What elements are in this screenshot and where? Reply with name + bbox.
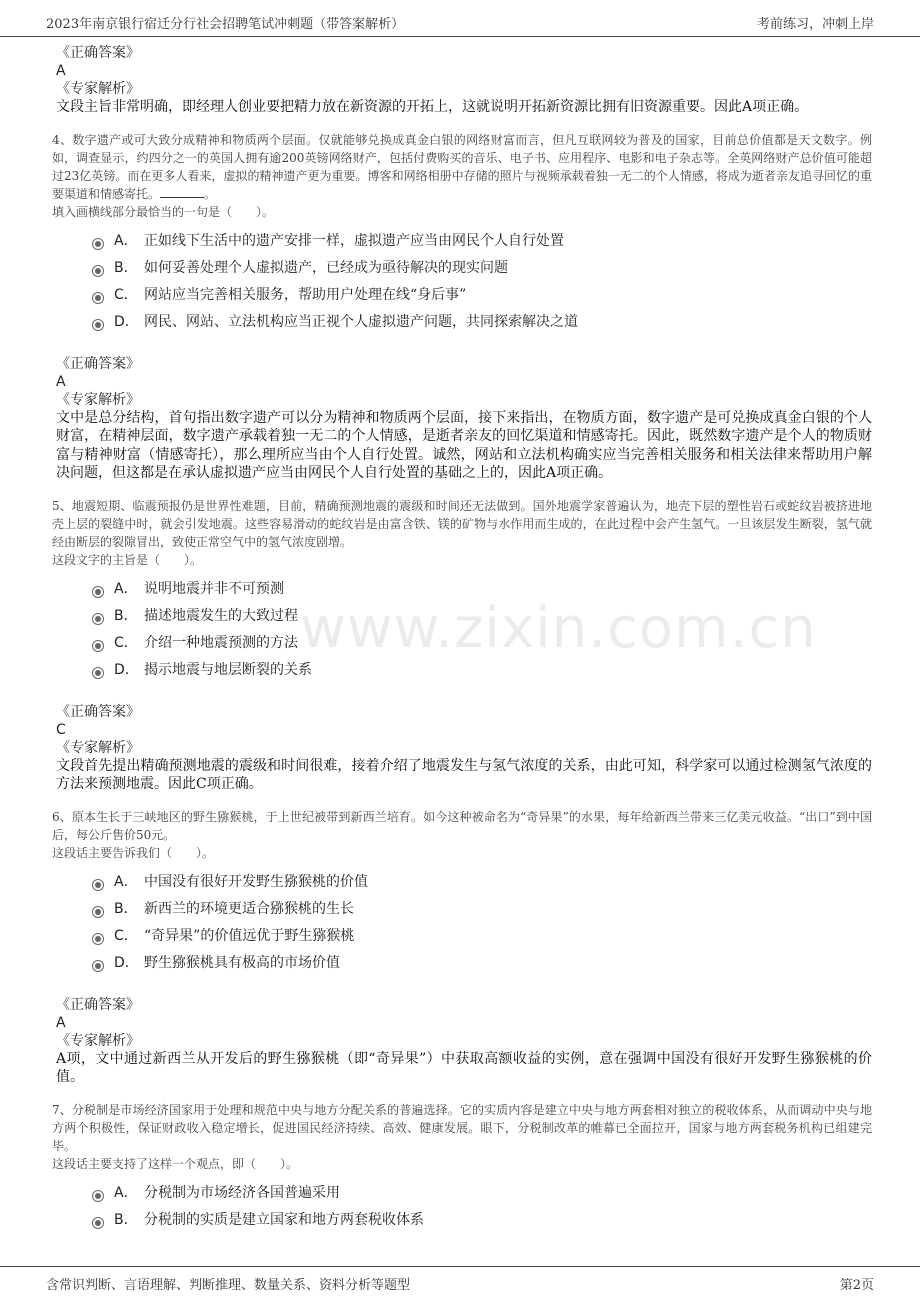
question-stem-end: 。 (204, 186, 217, 201)
option-text: 正如线下生活中的遗产安排一样，虚拟遗产应当由网民个人自行处置 (144, 233, 564, 249)
option-text: 中国没有很好开发野生猕猴桃的价值 (144, 874, 368, 890)
option-c[interactable] (92, 629, 872, 656)
radio-icon[interactable] (92, 292, 104, 304)
radio-icon[interactable] (92, 613, 104, 625)
option-key: C． (114, 928, 138, 944)
radio-icon[interactable] (92, 879, 104, 891)
fill-blank (160, 187, 204, 198)
expert-analysis-label: 《专家解析》 (56, 391, 140, 408)
expert-analysis-text: A项，文中通过新西兰从开发后的野生猕猴桃（即“奇异果”）中获取高额收益的实例，意在强调中国没有很好开发野生猕猴桃的价值。 (56, 1050, 872, 1085)
question-prompt: 填入画横线部分最恰当的一句是（ ）。 (52, 204, 275, 219)
expert-analysis-text: 文段主旨非常明确，即经理人创业要把精力放在新资源的开拓上，这就说明开拓新资源比拥有旧资源重要。因此A项正确。 (56, 99, 809, 115)
radio-icon[interactable] (92, 1217, 104, 1229)
expert-analysis-label: 《专家解析》 (56, 1032, 140, 1049)
question-4 (52, 131, 872, 335)
answer-block (52, 44, 872, 117)
page-number: 第2页 (839, 1278, 874, 1293)
question-prompt: 这段文字的主旨是（ ）。 (52, 552, 203, 567)
option-b[interactable] (92, 895, 872, 922)
question-7 (52, 1101, 872, 1233)
question-prompt: 这段话主要支持了这样一个观点，即（ ）。 (52, 1156, 299, 1171)
radio-icon[interactable] (92, 640, 104, 652)
correct-answer-letter: A (56, 63, 66, 79)
option-a[interactable] (92, 227, 872, 254)
option-text: 说明地震并非不可预测 (144, 581, 284, 597)
option-list (52, 575, 872, 683)
option-text: 新西兰的环境更适合猕猴桃的生长 (144, 901, 354, 917)
option-text: 揭示地震与地层断裂的关系 (144, 662, 312, 678)
page-footer (0, 1266, 920, 1303)
option-text: 网民、网站、立法机构应当正视个人虚拟遗产问题，共同探索解决之道 (144, 314, 578, 330)
expert-analysis-text: 文段首先提出精确预测地震的震级和时间很难，接着介绍了地震发生与氢气浓度的关系，由此可知，科学家可以通过检测氢气浓度的方法来预测地震。因此C项正确。 (56, 757, 872, 792)
option-list (52, 868, 872, 976)
option-text: 描述地震发生的大致过程 (144, 608, 298, 624)
radio-icon[interactable] (92, 319, 104, 331)
option-a[interactable] (92, 1179, 872, 1206)
option-key: D． (114, 662, 139, 678)
page-header (0, 0, 920, 37)
question-5 (52, 497, 872, 683)
option-text: 介绍一种地震预测的方法 (144, 635, 298, 651)
radio-icon[interactable] (92, 906, 104, 918)
correct-answer-letter: C (56, 721, 66, 738)
correct-answer-letter: A (56, 373, 66, 390)
correct-answer-label: 《正确答案》 (56, 703, 140, 720)
document-title: 2023年南京银行宿迁分行社会招聘笔试冲刺题（带答案解析） (46, 17, 405, 32)
option-key: B． (114, 608, 138, 624)
radio-icon[interactable] (92, 1190, 104, 1202)
option-key: C． (114, 635, 138, 651)
expert-analysis-label: 《专家解析》 (56, 81, 140, 97)
question-6 (52, 808, 872, 976)
option-key: B． (114, 901, 138, 917)
option-key: A． (114, 874, 138, 890)
question-prompt: 这段话主要告诉我们（ ）。 (52, 845, 215, 860)
radio-icon[interactable] (92, 238, 104, 250)
option-key: A． (114, 233, 138, 249)
question-stem (52, 131, 872, 203)
watermark: www.zixin.com.cn (300, 596, 817, 661)
option-d[interactable] (92, 949, 872, 976)
option-list (52, 1179, 872, 1233)
correct-answer-label: 《正确答案》 (56, 355, 140, 372)
answer-block (52, 703, 872, 794)
option-key: D． (114, 314, 139, 330)
radio-icon[interactable] (92, 960, 104, 972)
expert-analysis-label: 《专家解析》 (56, 739, 140, 756)
radio-icon[interactable] (92, 265, 104, 277)
header-slogan: 考前练习，冲刺上岸 (756, 17, 874, 32)
option-list (52, 227, 872, 335)
option-b[interactable] (92, 602, 872, 629)
question-stem: 7、分税制是市场经济国家用于处理和规范中央与地方分配关系的普遍选择。它的实质内容是建立中央与地方两套相对独立的税收体系，从而调动中央与地方两个积极性，保证财政收入稳定增长，促进国民经济持续、高效、健康发展。眼下，分税制改革的帷幕已全面拉开，国家与地方两套税务机构已组建完毕。 (52, 1102, 872, 1153)
option-key: B． (114, 1212, 138, 1228)
option-text: 如何妥善处理个人虚拟遗产，已经成为亟待解决的现实问题 (144, 260, 508, 276)
answer-block (52, 355, 872, 483)
question-stem: 5、地震短期、临震预报仍是世界性难题，目前，精确预测地震的震级和时间还无法做到。国外地震学家普遍认为，地壳下层的塑性岩石或蛇纹岩被挤进地壳上层的裂缝中时，就会引发地震。这些容易滑动的蛇纹岩是由富含铁、镁的矿物与水作用而生成的，在此过程中会产生氢气。一旦该层发生断裂，氢气就经由断层的裂隙冒出，致使正常空气中的氢气浓度剧增。 (52, 498, 872, 549)
option-c[interactable] (92, 922, 872, 949)
option-d[interactable] (92, 656, 872, 683)
option-key: D． (114, 955, 139, 971)
option-key: C． (114, 287, 138, 303)
correct-answer-letter: A (56, 1014, 66, 1031)
option-a[interactable] (92, 868, 872, 895)
question-stem: 6、原本生长于三峡地区的野生猕猴桃，于上世纪被带到新西兰培育。如今这种被命名为“奇异果”的水果，每年给新西兰带来三亿美元收益。“出口”到中国后，每公斤售价50元。 (52, 809, 872, 842)
document-body (52, 44, 872, 1233)
option-d[interactable] (92, 308, 872, 335)
option-a[interactable] (92, 575, 872, 602)
option-key: B． (114, 260, 138, 276)
correct-answer-label: 《正确答案》 (56, 45, 140, 61)
answer-block (52, 996, 872, 1087)
radio-icon[interactable] (92, 586, 104, 598)
question-stem-text: 4、数字遗产或可大致分成精神和物质两个层面。仅就能够兑换成真金白银的网络财富而言，但凡互联网较为普及的国家，目前总价值都是天文数字。例如，调查显示，约四分之一的英国人拥有逾200英镑网络财产，包括付费购买的音乐、电子书、应用程序、电影和电子杂志等。全英网络财产总价值可能超过23亿英镑。而在更多人看来，虚拟的精神遗产更为重要。博客和网络相册中存储的照片与视频承载着独一无二的个人情感，将成为逝者亲友追寻回忆的重要渠道和情感寄托。 (52, 132, 872, 201)
radio-icon[interactable] (92, 667, 104, 679)
option-b[interactable] (92, 1206, 872, 1233)
footer-categories: 含常识判断、言语理解、判断推理、数量关系、资料分析等题型 (46, 1278, 411, 1293)
radio-icon[interactable] (92, 933, 104, 945)
option-b[interactable] (92, 254, 872, 281)
option-key: A． (114, 581, 138, 597)
correct-answer-label: 《正确答案》 (56, 996, 140, 1013)
option-text: 野生猕猴桃具有极高的市场价值 (144, 955, 340, 971)
expert-analysis-text: 文中是总分结构，首句指出数字遗产可以分为精神和物质两个层面，接下来指出，在物质方面，数字遗产是可兑换成真金白银的个人财富，在精神层面，数字遗产承载着独一无二的个人情感，是逝者亲友的回忆渠道和情感寄托。因此，既然数字遗产是个人的物质财富与精神财富（情感寄托），那么理所应当由个人自行处置。诚然，网站和立法机构确实应当完善相关服务和相关法律来帮助用户解决问题，但这都是在承认虚拟遗产应当由网民个人自行处置的基础之上的，因此A项正确。 (56, 409, 872, 481)
option-c[interactable] (92, 281, 872, 308)
option-text: 分税制的实质是建立国家和地方两套税收体系 (144, 1212, 424, 1228)
option-text: 网站应当完善相关服务，帮助用户处理在线“身后事” (144, 287, 467, 303)
option-text: “奇异果”的价值远优于野生猕猴桃 (144, 928, 355, 944)
option-text: 分税制为市场经济各国普遍采用 (144, 1185, 340, 1201)
option-key: A． (114, 1185, 138, 1201)
